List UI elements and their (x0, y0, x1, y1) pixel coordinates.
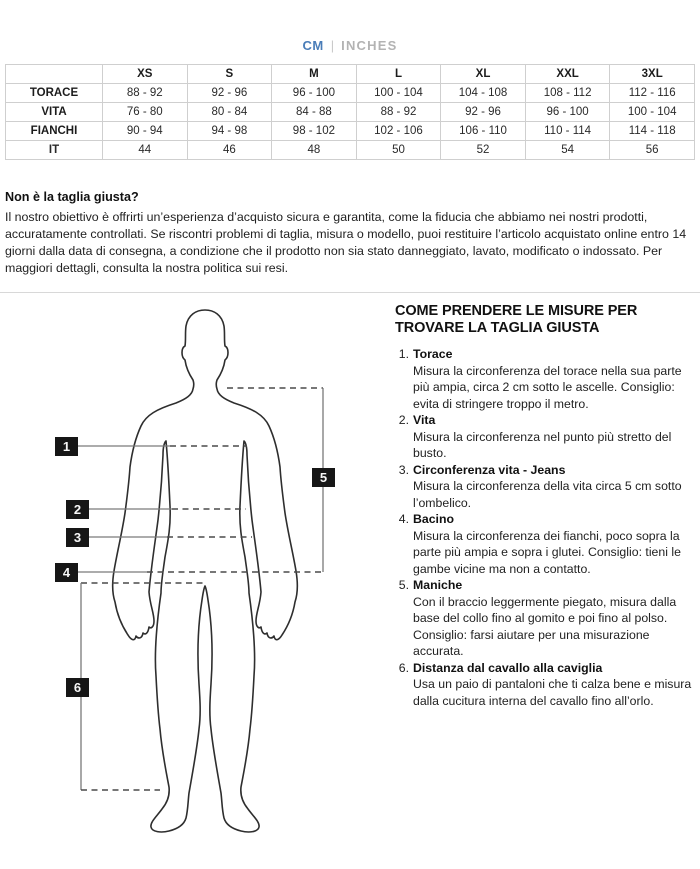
measure-guide-title (395, 303, 693, 337)
cell-vita-m: 84 - 88 (272, 103, 357, 122)
cell-it-l: 50 (356, 141, 441, 160)
cell-vita-s: 80 - 84 (187, 103, 272, 122)
measure-guide-title-line1: COME PRENDERE LE MISURE PER (395, 303, 638, 319)
cell-fianchi-xxl: 110 - 114 (525, 122, 610, 141)
cell-fianchi-3xl: 114 - 118 (610, 122, 695, 141)
return-policy-body: Il nostro obiettivo è offrirti un’esperienza d’acquisto sicura e garantita, come la fiducia che abbiamo nei nostri prodotti, accuratamente controllati. Se riscontri problemi di taglia, misura o modello, puoi restituire l’articolo acquistato online entro 14 giorni dalla data di consegna, a condizione che il prodotto non sia stato danneggiato, lavato, modificato o indossato. Per maggiori dettagli, consulta la nostra politica sui resi. (5, 210, 687, 275)
marker-4-bacino: 4 (55, 563, 78, 582)
guide-item-title: Bacino (413, 512, 454, 526)
cell-it-m: 48 (272, 141, 357, 160)
column-header-xl: XL (441, 65, 526, 84)
cell-vita-xxl: 96 - 100 (525, 103, 610, 122)
marker-2-vita: 2 (66, 500, 89, 519)
guide-item-desc: Misura la circonferenza dei fianchi, poco sopra la parte più ampia e sopra i glutei. Consiglio: tieni le gambe vicine ma non a contatto. (413, 528, 681, 576)
guide-item-number: 3. (398, 462, 409, 477)
column-header-xxl: XXL (525, 65, 610, 84)
column-header-3xl: 3XL (610, 65, 695, 84)
guide-item-number: 6. (398, 660, 409, 675)
guide-item-title: Torace (413, 347, 453, 361)
guide-item-maniche (395, 577, 693, 660)
guide-item-number: 5. (398, 578, 409, 592)
column-header-xs: XS (103, 65, 188, 84)
guide-item-desc: Misura la circonferenza nel punto più stretto del busto. (413, 429, 672, 460)
column-header-s: S (187, 65, 272, 84)
guide-item-number: 2. (398, 413, 409, 427)
row-label-torace: TORACE (6, 84, 103, 103)
marker-3-jeans: 3 (66, 528, 89, 547)
guide-item-vita (395, 412, 693, 462)
cell-torace-l: 100 - 104 (356, 84, 441, 103)
cell-fianchi-xs: 90 - 94 (103, 122, 188, 141)
cell-it-xl: 52 (441, 141, 526, 160)
cell-it-3xl: 56 (610, 141, 695, 160)
size-chart-table (5, 64, 695, 160)
cell-it-xxl: 54 (525, 141, 610, 160)
cell-fianchi-m: 98 - 102 (272, 122, 357, 141)
guide-item-desc: Misura la circonferenza del torace nella sua parte più ampia, circa 2 cm sotto le ascelle. Consiglio: evita di stringere troppo il metro. (413, 363, 682, 411)
cell-it-s: 46 (187, 141, 272, 160)
cell-torace-xl: 104 - 108 (441, 84, 526, 103)
row-label-fianchi: FIANCHI (6, 122, 103, 141)
marker-1-torace: 1 (55, 437, 78, 456)
cell-torace-m: 96 - 100 (272, 84, 357, 103)
marker-5-maniche: 5 (312, 468, 335, 487)
table-row-torace (6, 84, 695, 103)
it-size-selector[interactable]: IT (6, 141, 103, 160)
unit-cm-button[interactable]: CM (302, 38, 324, 53)
return-policy-section (5, 190, 693, 277)
unit-separator: | (330, 38, 335, 53)
cell-vita-xl: 92 - 96 (441, 103, 526, 122)
table-corner-cell (6, 65, 103, 84)
table-row-fianchi (6, 122, 695, 141)
measure-guide-section (395, 303, 693, 709)
guide-item-bacino (395, 511, 693, 577)
column-header-m: M (272, 65, 357, 84)
cell-torace-s: 92 - 96 (187, 84, 272, 103)
guide-item-title: Maniche (413, 578, 463, 592)
section-divider (0, 292, 700, 293)
cell-vita-l: 88 - 92 (356, 103, 441, 122)
table-row-vita (6, 103, 695, 122)
table-header-row (6, 65, 695, 84)
body-measurement-diagram (0, 300, 400, 860)
cell-fianchi-l: 102 - 106 (356, 122, 441, 141)
guide-item-number: 4. (398, 512, 409, 526)
unit-toggle (0, 38, 700, 53)
cell-fianchi-s: 94 - 98 (187, 122, 272, 141)
guide-item-number: 1. (398, 347, 409, 361)
measure-guide-title-line2: TROVARE LA TAGLIA GIUSTA (395, 320, 600, 336)
column-header-l: L (356, 65, 441, 84)
cell-fianchi-xl: 106 - 110 (441, 122, 526, 141)
row-label-vita: VITA (6, 103, 103, 122)
cell-vita-xs: 76 - 80 (103, 103, 188, 122)
guide-item-cavallo-caviglia (395, 660, 693, 710)
cell-vita-3xl: 100 - 104 (610, 103, 695, 122)
guide-item-torace (395, 346, 693, 412)
cell-it-xs: 44 (103, 141, 188, 160)
guide-item-title: Circonferenza vita - Jeans (413, 462, 566, 477)
guide-item-circonferenza-jeans (395, 462, 693, 512)
guide-item-desc: Con il braccio leggermente piegato, misura dalla base del collo fino al gomito e poi fino al polso. Consiglio: farsi aiutare per una misurazione accurata. (413, 594, 677, 658)
guide-item-desc: Usa un paio di pantaloni che ti calza bene e misura dalla cucitura interna del cavallo fino all’orlo. (413, 677, 692, 708)
return-policy-title: Non è la taglia giusta? (5, 190, 139, 204)
guide-item-desc: Misura la circonferenza della vita circa 5 cm sotto l’ombelico. (413, 479, 682, 510)
guide-item-title: Distanza dal cavallo alla caviglia (413, 660, 603, 675)
guide-item-title: Vita (413, 413, 436, 427)
unit-inches-button[interactable]: INCHES (341, 38, 398, 53)
cell-torace-xxl: 108 - 112 (525, 84, 610, 103)
cell-torace-xs: 88 - 92 (103, 84, 188, 103)
marker-6-cavallo: 6 (66, 678, 89, 697)
table-row-it (6, 141, 695, 160)
cell-torace-3xl: 112 - 116 (610, 84, 695, 103)
